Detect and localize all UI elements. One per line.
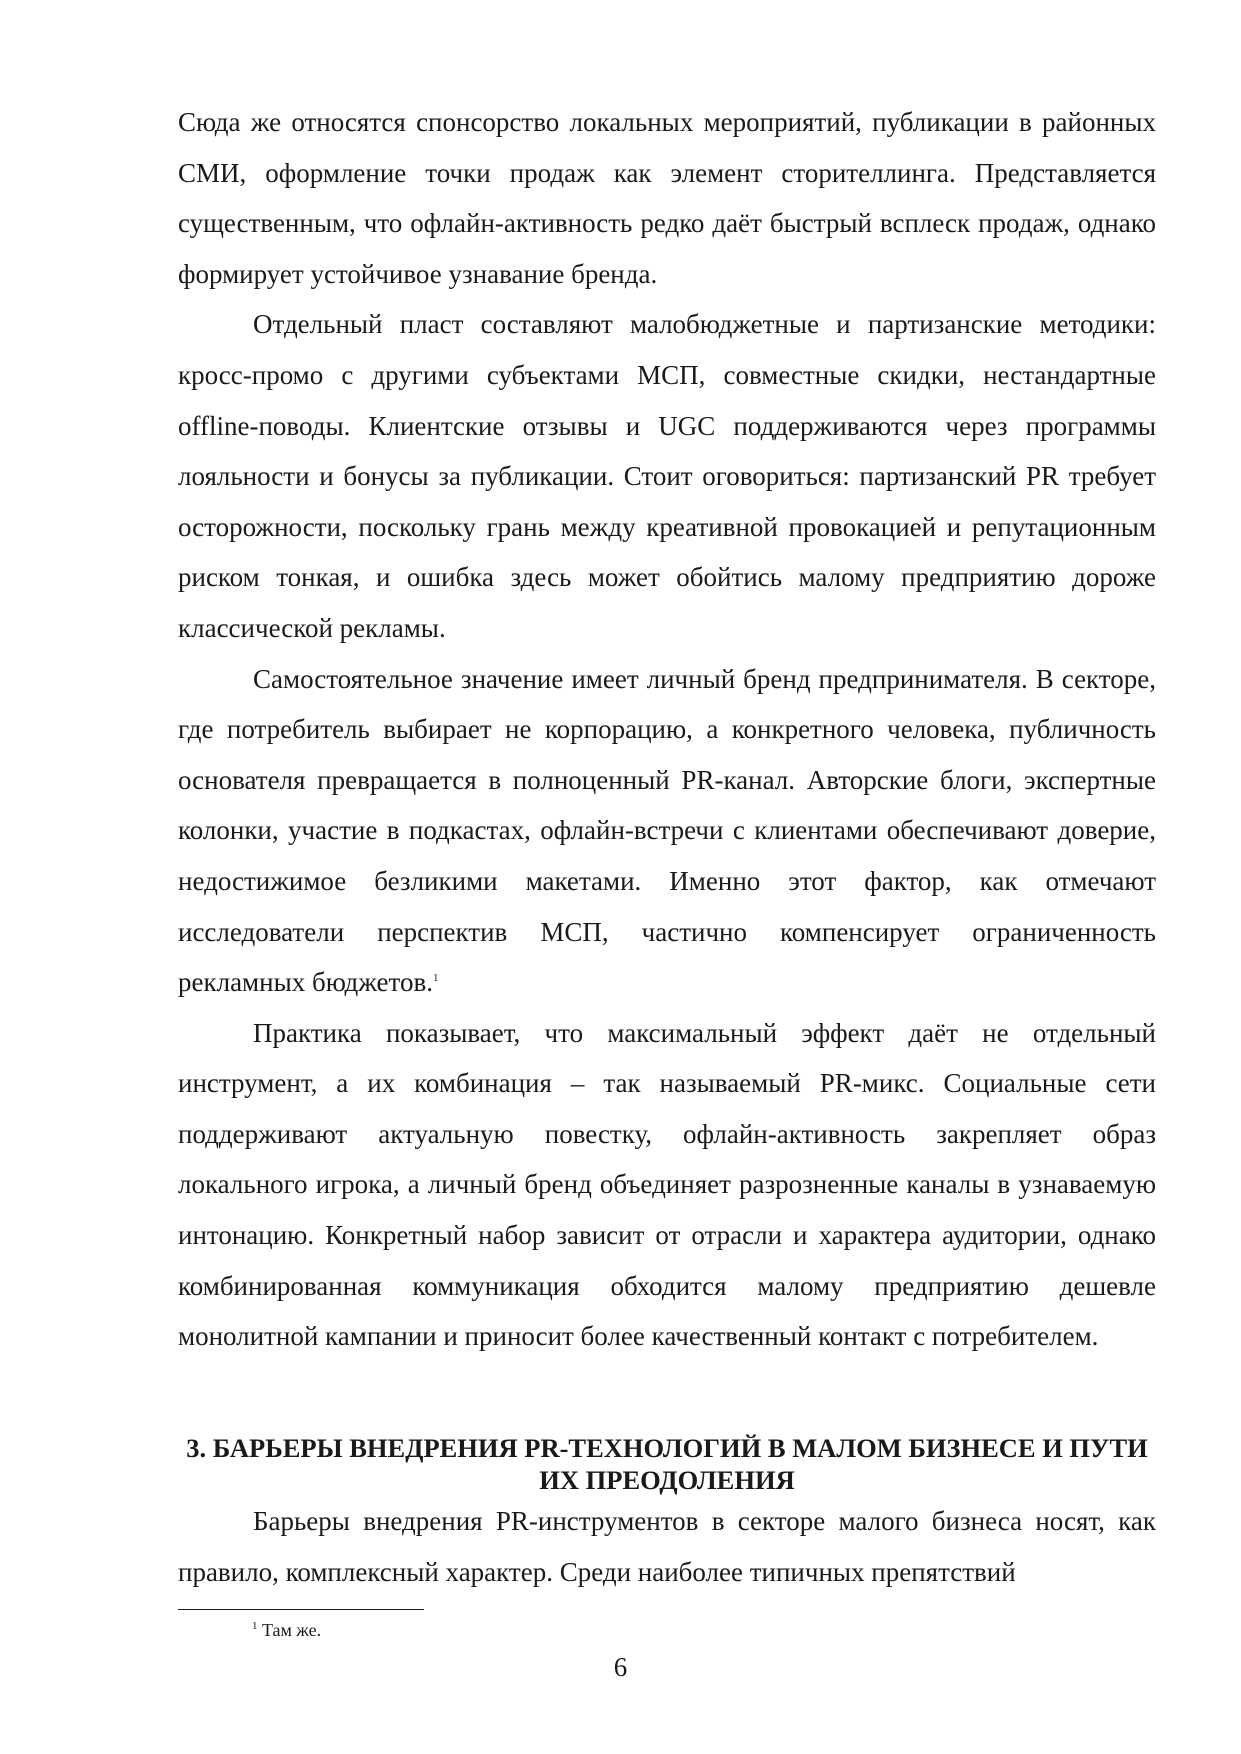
paragraph-5: Барьеры внедрения PR-инструментов в секторе малого бизнеса носят, как правило, комплексный характер. Среди наиболее типичных препятствий bbox=[178, 1506, 1156, 1587]
footnote-separator bbox=[178, 1609, 424, 1610]
paragraph-3 bbox=[178, 654, 1156, 1008]
page-number: 6 bbox=[613, 1652, 628, 1682]
paragraph-3-text: Самостоятельное значение имеет личный бренд предпринимателя. В секторе, где потребитель выбирает не корпорацию, а конкретного человека, публичность основателя превращается в полноценный PR-канал. Авторские блоги, экспертные колонки, участие в подкастах, офлайн-встречи с клиентами обеспечивают доверие, недостижимое безликими макетами. Именно этот фактор, как отмечают исследователи перспектив МСП, частично компенсирует ограниченность рекламных бюджетов. bbox=[178, 663, 1156, 998]
paragraph-2: Отдельный пласт составляют малобюджетные и партизанские методики: кросс-промо с другими субъектами МСП, совместные скидки, нестандартные offline-поводы. Клиентские отзывы и UGC поддерживаются через программы лояльности и бонусы за публикации. Стоит оговориться: партизанский PR требует осторожности, поскольку грань между креативной провокацией и репутационным риском тонкая, и ошибка здесь может обойтись малому предприятию дороже классической рекламы. bbox=[178, 309, 1156, 643]
footnote-reference[interactable]: 1 bbox=[432, 972, 439, 985]
body-text-bottom bbox=[178, 1496, 1156, 1597]
footnote bbox=[252, 1619, 321, 1641]
footnote-number: 1 bbox=[252, 1620, 258, 1632]
body-text-top bbox=[178, 97, 1156, 1362]
section-heading: 3. БАРЬЕРЫ ВНЕДРЕНИЯ PR-ТЕХНОЛОГИЙ В МАЛОМ БИЗНЕСЕ И ПУТИ ИХ ПРЕОДОЛЕНИЯ bbox=[186, 1433, 1148, 1495]
paragraph-4: Практика показывает, что максимальный эффект даёт не отдельный инструмент, а их комбинация – так называемый PR-микс. Социальные сети поддерживают актуальную повестку, офлайн-активность закрепляет образ локального игрока, а личный бренд объединяет разрозненные каналы в узнаваемую интонацию. Конкретный набор зависит от отрасли и характера аудитории, однако комбинированная коммуникация обходится малому предприятию дешевле монолитной кампании и приносит более качественный контакт с потребителем. bbox=[178, 1017, 1156, 1352]
footnote-text: Там же. bbox=[262, 1620, 322, 1640]
paragraph-1: Сюда же относятся спонсорство локальных мероприятий, публикации в районных СМИ, оформление точки продаж как элемент сторителлинга. Представляется существенным, что офлайн-активность редко даёт быстрый всплеск продаж, однако формирует устойчивое узнавание бренда. bbox=[178, 107, 1156, 289]
